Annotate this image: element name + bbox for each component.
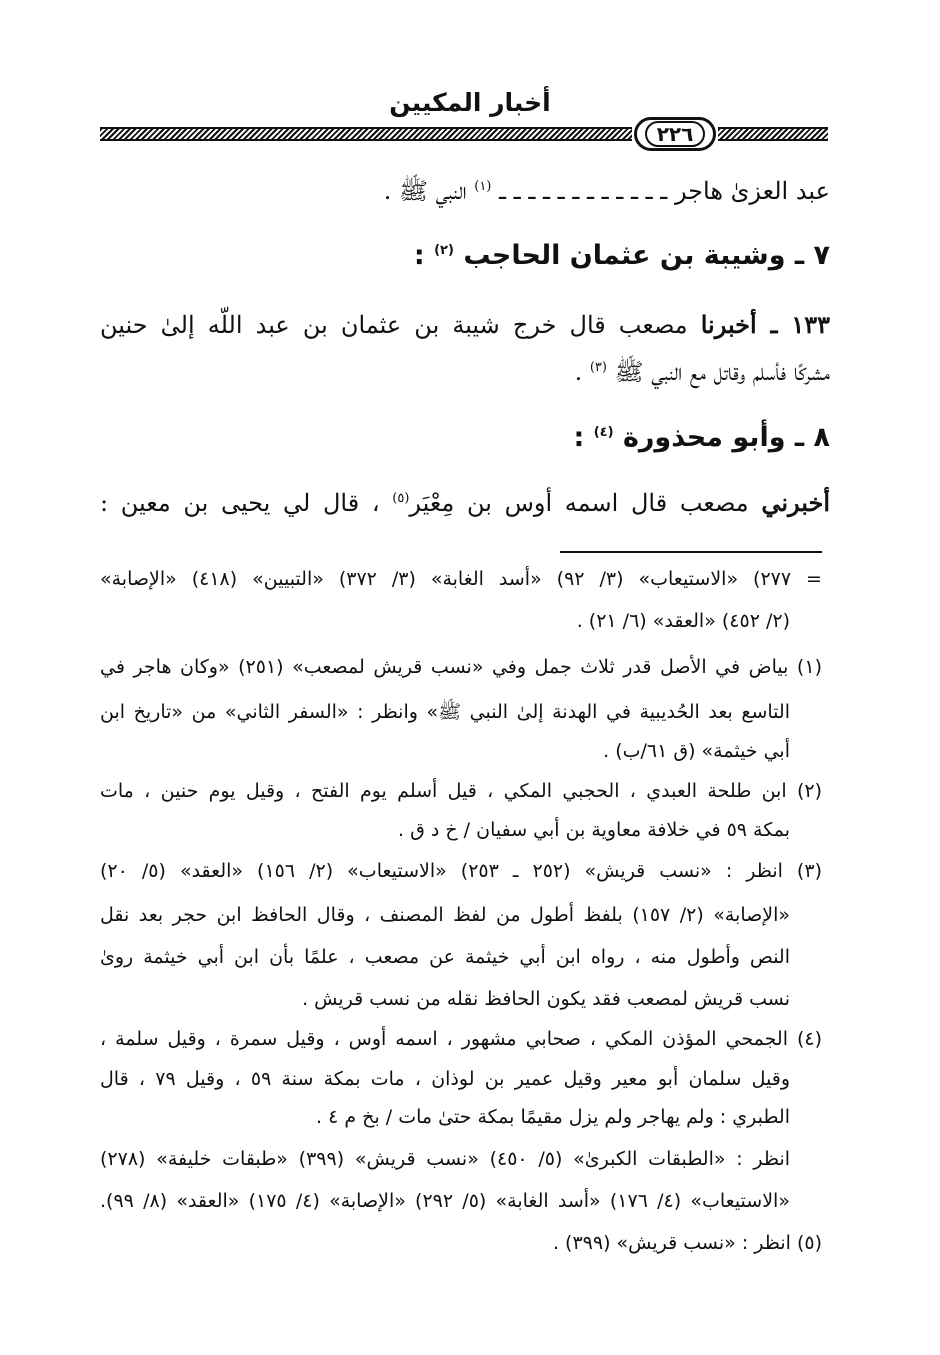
page-number-badge: [634, 117, 716, 151]
section-heading-7: [414, 240, 830, 271]
running-title: أخبار المكيين: [389, 88, 551, 117]
footnote-separator: [560, 551, 822, 553]
footnote-ref-1: (١): [474, 179, 492, 194]
text-line-last: [100, 488, 830, 517]
line1-text-b: النبي ﷺ .: [383, 177, 467, 205]
footnote-3-line-1: (٣) انظر : «نسب قريش» (٢٥٢ ـ ٢٥٣) «الاستيعاب» (٢/ ١٥٦) «العقد» (٥/ ٢٠): [100, 860, 822, 882]
footnote-4-line-5: «الاستيعاب» (٤/ ١٧٦) «أسد الغابة» (٥/ ٢٩٢) «الإصابة» (٤/ ١٧٥) «العقد» (٨/ ٩٩).: [100, 1190, 790, 1212]
footnote-continued-line-1: = ٢٧٧) «الاستيعاب» (٣/ ٩٢) «أسد الغابة» (٣/ ٣٧٢) «التبيين» (٤١٨) «الإصابة»: [100, 568, 822, 590]
footnote-3-line-2: «الإصابة» (٢/ ١٥٧) بلفظ أطول من لفظ المصنف ، وقال الحافظ ابن حجر بعد نقل: [100, 904, 790, 926]
paragraph-133-period: .: [574, 358, 583, 386]
last-line-text-a: مصعب قال اسمه أوس بن مِعْيَر: [409, 489, 749, 517]
footnote-2-line-2: بمكة ٥٩ في خلافة معاوية بن أبي سفيان / خ د ق .: [398, 819, 790, 841]
footnote-3-line-3: النص وأطول منه ، رواه ابن أبي خيثمة عن مصعب ، علمًا بأن ابن أبي خيثمة روىٰ: [100, 946, 790, 968]
footnote-5-line-1: (٥) انظر : «نسب قريش» (٣٩٩) .: [552, 1232, 822, 1254]
last-line-text-b: ، قال لي يحيى بن معين :: [100, 489, 380, 517]
footnote-3-line-4: نسب قريش لمصعب فقد يكون الحافظ نقله من نسب قريش .: [302, 988, 790, 1010]
footnote-ref-4: (٤): [593, 425, 614, 440]
section-heading-8: [573, 422, 830, 453]
header-rule-right: [718, 127, 828, 141]
footnote-1-line-3: أبي خيثمة» (ق ٦١/ب) .: [603, 740, 790, 762]
footnote-ref-5: (٥): [392, 491, 410, 506]
footnote-1-line-1: (١) بياض في الأصل قدر ثلاث جمل وفي «نسب قريش لمصعب» (٢٥١) «وكان هاجر في: [100, 656, 822, 678]
footnote-4-line-2: وقيل سلمان أبو معير وقيل عمير بن لوذان ، مات بمكة سنة ٥٩ ، وقيل ٧٩ ، قال: [100, 1068, 790, 1090]
paragraph-133-line-2: [575, 357, 830, 392]
heading7-colon: :: [413, 240, 425, 271]
footnote-4-line-3: الطبري : ولم يهاجر ولم يزل مقيمًا بمكة حتىٰ مات / بخ م ٤ .: [316, 1106, 790, 1128]
footnote-continued-line-2: (٢/ ٤٥٢) «العقد» (٦/ ٢١) .: [576, 610, 790, 632]
footnote-4-line-1: (٤) الجمحي المؤذن المكي ، صحابي مشهور ، اسمه أوس ، وقيل سمرة ، وقيل سلمة ،: [100, 1028, 822, 1050]
heading7-text: ٧ ـ وشيبة بن عثمان الحاجب: [463, 240, 830, 271]
last-line-bold: أخبرني: [761, 488, 830, 517]
paragraph-133-line-2-text: مشركًا فأسلم وقاتل مع النبي ﷺ: [614, 358, 830, 386]
footnote-1-line-2: التاسع بعد الحُديبية في الهدنة إلىٰ النبي ﷺ» وانظر : «السفر الثاني» من «تاريخ ابن: [100, 701, 790, 723]
footnote-ref-3: (٣): [589, 360, 607, 375]
footnote-4-line-4: انظر : «الطبقات الكبرىٰ» (٥/ ٤٥٠) «نسب قريش» (٣٩٩) «طبقات خليفة» (٢٧٨): [100, 1148, 791, 1170]
header-rule-left: [100, 127, 632, 141]
page-number: ٢٢٦: [645, 121, 706, 147]
paragraph-133-line-1: [100, 310, 830, 339]
heading8-text: ٨ ـ وأبو محذورة: [622, 422, 830, 453]
footnote-2-line-1: (٢) ابن طلحة العبدي ، الحجبي المكي ، قيل أسلم يوم الفتح ، وقيل يوم حنين ، مات: [100, 780, 822, 802]
text-line-1: [384, 176, 830, 211]
line1-text-a: عبد العزىٰ هاجر ـ ـ ـ ـ ـ ـ ـ ـ ـ ـ ـ ـ: [499, 177, 830, 205]
footnote-ref-2: (٢): [434, 243, 454, 258]
paragraph-133-line-1-text: مصعب قال خرج شيبة بن عثمان بن عبد اللّه إلىٰ حنين: [100, 311, 688, 339]
report-number-133: ١٣٣ ـ أخبرنا: [700, 310, 830, 339]
heading8-colon: :: [573, 422, 585, 453]
